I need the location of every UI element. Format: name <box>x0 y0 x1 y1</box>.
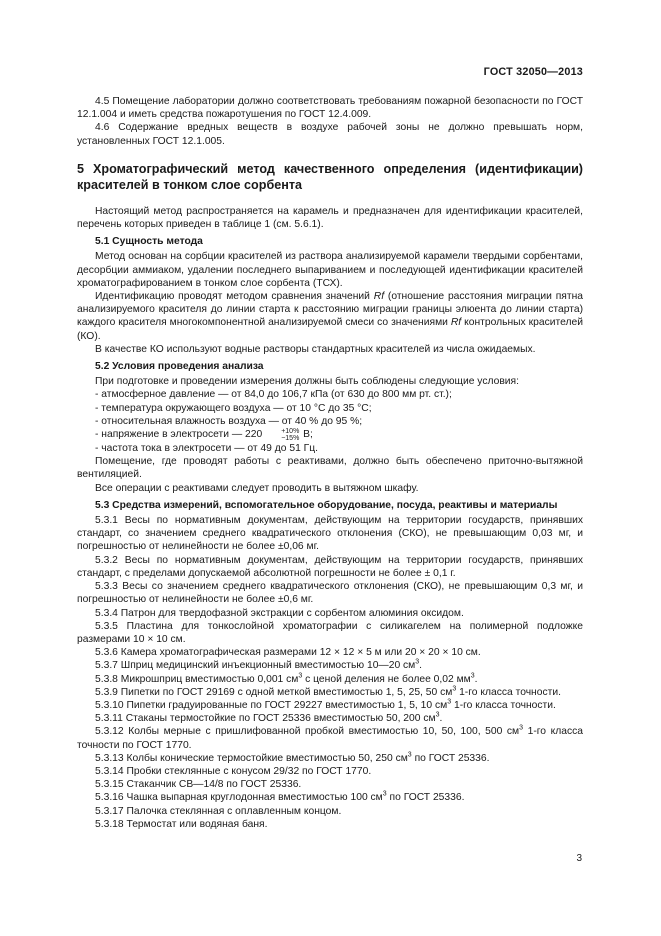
equipment-item-text: . <box>474 673 478 685</box>
superscript: 3 <box>470 672 475 680</box>
superscript: 3 <box>435 711 440 719</box>
equipment-item-text: 5.3.5 Пластина для тонкослойной хроматографии с силикагелем на полимерной подложке размерами 10 × 10 см. <box>77 620 583 645</box>
equipment-item <box>77 554 583 580</box>
equipment-item-text: 1-го класса точности по ГОСТ 1770. <box>77 726 583 751</box>
condition-humidity: - относительная влажность воздуха — от 40 % до 95 %; <box>95 415 363 427</box>
rf-symbol: Rf <box>450 317 462 329</box>
equipment-item-text: 5.3.9 Пипетки по ГОСТ 29169 с одной меткой вместимостью 1, 5, 25, 50 см <box>95 686 453 698</box>
equipment-item <box>77 673 583 686</box>
equipment-item-text: . <box>419 660 423 672</box>
equipment-item <box>77 646 583 659</box>
document-body <box>77 95 583 831</box>
para-2-part-c: контрольных красителей (КО). <box>77 317 583 342</box>
equipment-item-text: 5.3.4 Патрон для твердофазной экстракции с сорбентом алюминия оксидом. <box>95 607 464 619</box>
equipment-item <box>77 659 583 672</box>
superscript: 3 <box>298 672 303 680</box>
equipment-item <box>77 725 583 751</box>
equipment-item-text: 1-го класса точности. <box>456 686 561 698</box>
section-5-2-title: 5.2 Условия проведения анализа <box>95 361 264 373</box>
equipment-item <box>77 805 583 818</box>
equipment-item-text: 5.3.13 Колбы конические термостойкие вместимостью 50, 250 см <box>95 752 408 764</box>
equipment-item <box>77 765 583 778</box>
equipment-item <box>77 778 583 791</box>
equipment-item-text: 5.3.3 Весы со значением среднего квадратического отклонения (СКО), не превышающим 0,3 мг, и погрешностью от нелинейности не более ±0,6 мг. <box>77 581 583 606</box>
para-2-part-b: (отношение расстояния миграции пятна анализируемого красителя до линии старта к расстоянию миграции границы элюента до линии старта) каждого красителя многокомпонентной анализируемой смеси со значениями <box>77 291 584 329</box>
equipment-item-text: 5.3.15 Стаканчик СВ—14/8 по ГОСТ 25336. <box>95 779 302 791</box>
superscript: 3 <box>447 698 452 706</box>
document-header: ГОСТ 32050—2013 <box>483 66 583 78</box>
equipment-item-text: 5.3.2 Весы по нормативным документам, действующим на территории государств, принявших стандарт, с пределами допускаемой абсолютной погрешности не более ± 0,1 г. <box>77 554 583 579</box>
equipment-item <box>77 514 583 554</box>
superscript: 3 <box>382 790 387 798</box>
equipment-item <box>77 686 583 699</box>
equipment-item <box>77 791 583 804</box>
section-5-title: 5 Хроматографический метод качественного определения (идентификации) красителей в тонком слое сорбента <box>77 161 583 192</box>
section-5-1-para-1: Метод основан на сорбции красителей из раствора анализируемой карамели твердыми сорбентами, десорбции аммиаком, удалении последнего выпариванием и последующей идентификации красителей хроматографированием в тонком слое сорбента (ТСХ). <box>77 251 583 289</box>
equipment-item-text: 5.3.17 Палочка стеклянная с оплавленным концом. <box>95 805 342 817</box>
clause-4-5: 4.5 Помещение лаборатории должно соответствовать требованиям пожарной безопасности по ГОСТ 12.1.004 и иметь средства пожаротушения по ГОСТ 12.4.009. <box>77 96 583 121</box>
equipment-item <box>77 580 583 606</box>
equipment-item-text: 5.3.16 Чашка выпарная круглодонная вместимостью 100 см <box>95 792 383 804</box>
equipment-item <box>77 620 583 646</box>
equipment-item-text: 5.3.12 Колбы мерные с пришлифованной пробкой вместимостью 10, 50, 100, 500 см <box>95 726 520 738</box>
equipment-item-text: по ГОСТ 25336. <box>411 752 490 764</box>
voltage-tolerance-lower: −15% <box>281 435 300 443</box>
section-5-3-title: 5.3 Средства измерений, вспомогательное оборудование, посуда, реактивы и материалы <box>95 499 558 511</box>
conditions-lead: При подготовке и проведении измерения должны быть соблюдены следующие условия: <box>95 376 519 388</box>
equipment-item-text: 5.3.1 Весы по нормативным документам, действующим на территории государств, принявших стандарт, со значением среднего квадратического отклонения (СКО), не превышающим 0,03 мг, и погрешностью от нелинейности не более ±0,06 мг. <box>77 515 583 553</box>
section-5-scope: Настоящий метод распространяется на карамель и предназначен для идентификации красителей, перечень которых приведен в таблице 1 (см. 5.6.1). <box>77 205 583 231</box>
superscript: 3 <box>452 685 457 693</box>
voltage-text: - напряжение в электросети — 220 <box>95 429 263 441</box>
clause-4-6: 4.6 Содержание вредных веществ в воздухе рабочей зоны не должно превышать норм, установленных ГОСТ 12.1.005. <box>77 122 583 147</box>
equipment-item <box>77 607 583 620</box>
equipment-item <box>77 752 583 765</box>
section-5-2-para-1: Помещение, где проводят работы с реактивами, должно быть обеспечено приточно-вытяжной вентиляцией. <box>77 456 583 481</box>
equipment-item-text: 5.3.7 Шприц медицинский инъекционный вместимостью 10—20 см <box>95 660 416 672</box>
voltage-tolerance-upper: +10% <box>281 428 300 436</box>
voltage-tolerance <box>263 428 299 442</box>
equipment-item <box>77 699 583 712</box>
equipment-list <box>77 514 583 831</box>
equipment-item-text: 5.3.6 Камера хроматографическая размерами 12 × 12 × 5 м или 20 × 20 × 10 см. <box>95 647 481 659</box>
section-5-1-para-3: В качестве КО используют водные растворы стандартных красителей из числа ожидаемых. <box>95 343 536 355</box>
equipment-item-text: 5.3.10 Пипетки градуированные по ГОСТ 29227 вместимостью 1, 5, 10 см <box>95 699 448 711</box>
equipment-item-text: с ценой деления не более 0,02 мм <box>302 673 471 685</box>
equipment-item-text: по ГОСТ 25336. <box>386 792 465 804</box>
rf-symbol: Rf <box>373 291 385 303</box>
page-number: 3 <box>576 853 582 864</box>
section-5-1-para-2 <box>77 290 583 343</box>
equipment-item <box>77 712 583 725</box>
equipment-item-text: 5.3.11 Стаканы термостойкие по ГОСТ 25336 вместимостью 50, 200 см <box>95 713 436 725</box>
condition-temperature: - температура окружающего воздуха — от 10 °С до 35 °С; <box>95 402 372 414</box>
equipment-item-text: 5.3.18 Термостат или водяная баня. <box>95 818 268 830</box>
equipment-item-text: . <box>439 713 443 725</box>
superscript: 3 <box>519 724 524 732</box>
equipment-item <box>77 818 583 831</box>
condition-voltage <box>77 428 583 442</box>
condition-pressure: - атмосферное давление — от 84,0 до 106,7 кПа (от 630 до 800 мм рт. ст.); <box>95 389 452 401</box>
equipment-item-text: 1-го класса точности. <box>451 699 556 711</box>
superscript: 3 <box>415 658 420 666</box>
equipment-item-text: 5.3.8 Микрошприц вместимостью 0,001 см <box>95 673 299 685</box>
section-5-2-para-2: Все операции с реактивами следует проводить в вытяжном шкафу. <box>95 482 419 494</box>
section-5-1-title: 5.1 Сущность метода <box>95 236 203 248</box>
condition-frequency: - частота тока в электросети — от 49 до 51 Гц. <box>95 443 319 455</box>
equipment-item-text: 5.3.14 Пробки стеклянные с конусом 29/32 по ГОСТ 1770. <box>95 765 372 777</box>
para-2-part-a: Идентификацию проводят методом сравнения значений <box>95 291 374 303</box>
superscript: 3 <box>407 751 412 759</box>
voltage-unit: В; <box>300 429 313 441</box>
